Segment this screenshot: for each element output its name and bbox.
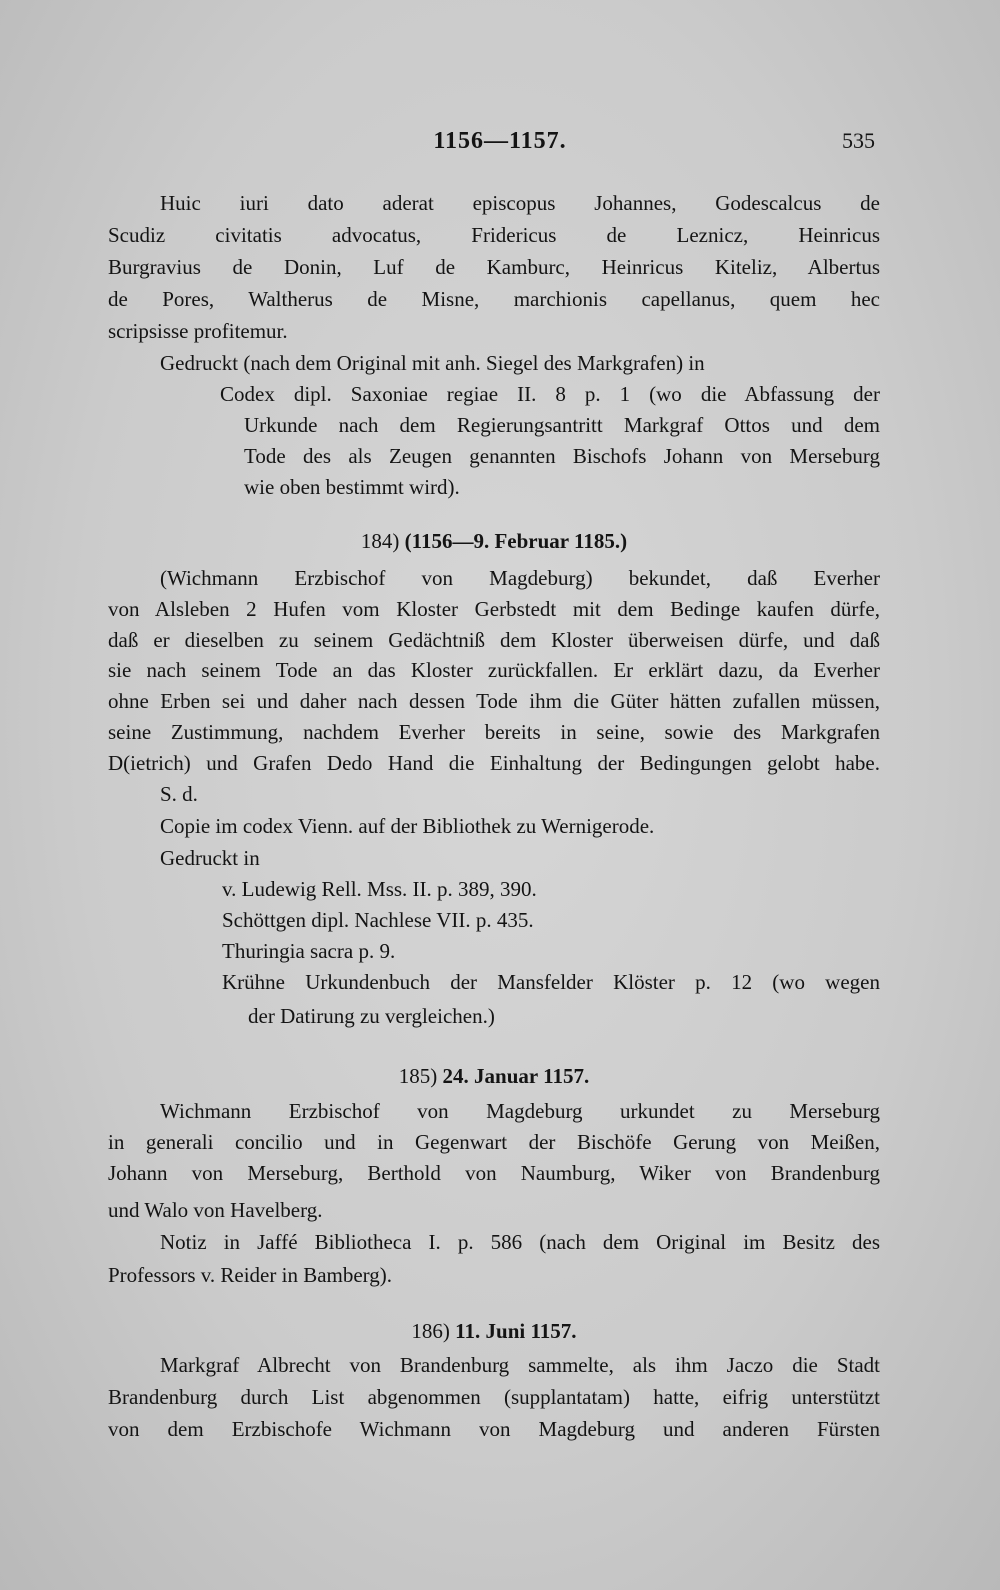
reference: der Datirung zu vergleichen.) — [248, 1004, 495, 1028]
note-line: Notiz in Jaffé Bibliotheca I. p. 586 (nach dem Original im Besitz des — [160, 1230, 880, 1254]
entry-date: 24. Januar 1157. — [442, 1064, 590, 1088]
printed-note: Codex dipl. Saxoniae regiae II. 8 p. 1 (wo die Abfassung der — [220, 382, 880, 406]
text-line: scripsisse profitemur. — [108, 319, 288, 343]
note-line: Professors v. Reider in Bamberg). — [108, 1263, 393, 1287]
entry-number: 184) — [360, 529, 400, 553]
printed-note: wie oben bestimmt wird). — [244, 475, 460, 499]
text-line: sie nach seinem Tode an das Kloster zurückfallen. Er erklärt dazu, da Everher — [108, 658, 880, 682]
text-line: Markgraf Albrecht von Brandenburg sammelte, als ihm Jaczo die Stadt — [160, 1353, 880, 1377]
text-line: Johann von Merseburg, Berthold von Naumburg, Wiker von Brandenburg — [108, 1161, 880, 1185]
copy-note: Copie im codex Vienn. auf der Bibliothek zu Wernigerode. — [160, 814, 655, 838]
text-line: Wichmann Erzbischof von Magdeburg urkundet zu Merseburg — [160, 1099, 880, 1123]
entry-number: 186) — [411, 1319, 450, 1343]
page-title: 1156—1157. — [433, 128, 567, 154]
printed-note: Urkunde nach dem Regierungsantritt Markgraf Ottos und dem — [244, 413, 880, 437]
page-number: 535 — [842, 128, 875, 153]
entry-heading — [108, 1318, 880, 1344]
reference: v. Ludewig Rell. Mss. II. p. 389, 390. — [222, 877, 537, 901]
text-line: daß er dieselben zu seinem Gedächtniß dem Kloster überweisen dürfe, und daß — [108, 628, 880, 652]
text-line: Scudiz civitatis advocatus, Fridericus de Leznicz, Heinricus — [108, 223, 880, 247]
text-line: seine Zustimmung, nachdem Everher bereits in seine, sowie des Markgrafen — [108, 720, 880, 744]
text-line: von dem Erzbischofe Wichmann von Magdeburg und anderen Fürsten — [108, 1417, 880, 1441]
entry-number: 185) — [398, 1064, 438, 1088]
entry-date: (1156—9. Februar 1185.) — [404, 529, 628, 553]
text-line: in generali concilio und in Gegenwart der Bischöfe Gerung von Meißen, — [108, 1130, 880, 1154]
sine-dato: S. d. — [160, 782, 198, 806]
text-line: Brandenburg durch List abgenommen (supplantatam) hatte, eifrig unterstützt — [108, 1385, 880, 1409]
text-line: und Walo von Havelberg. — [108, 1198, 323, 1222]
printed-in-label: Gedruckt in — [160, 846, 260, 870]
reference: Krühne Urkundenbuch der Mansfelder Klöster p. 12 (wo wegen — [222, 970, 880, 994]
text-line: von Alsleben 2 Hufen vom Kloster Gerbstedt mit dem Bedinge kaufen dürfe, — [108, 597, 880, 621]
text-line: (Wichmann Erzbischof von Magdeburg) bekundet, daß Everher — [160, 566, 880, 590]
reference: Schöttgen dipl. Nachlese VII. p. 435. — [222, 908, 534, 932]
printed-note: Gedruckt (nach dem Original mit anh. Siegel des Markgrafen) in — [160, 351, 705, 375]
text-line: Burgravius de Donin, Luf de Kamburc, Heinricus Kiteliz, Albertus — [108, 255, 880, 279]
entry-date: 11. Juni 1157. — [455, 1319, 577, 1343]
reference: Thuringia sacra p. 9. — [222, 939, 396, 963]
entry-heading — [108, 1063, 880, 1089]
text-line: D(ietrich) und Grafen Dedo Hand die Einhaltung der Bedingungen gelobt habe. — [108, 751, 880, 775]
text-line: Huic iuri dato aderat episcopus Johannes, Godescalcus de — [160, 191, 880, 215]
text-line: ohne Erben sei und daher nach dessen Tode ihm die Güter hätten zufallen müssen, — [108, 689, 880, 713]
entry-heading — [108, 528, 880, 554]
printed-note: Tode des als Zeugen genannten Bischofs Johann von Merseburg — [244, 444, 880, 468]
text-line: de Pores, Waltherus de Misne, marchionis capellanus, quem hec — [108, 287, 880, 311]
